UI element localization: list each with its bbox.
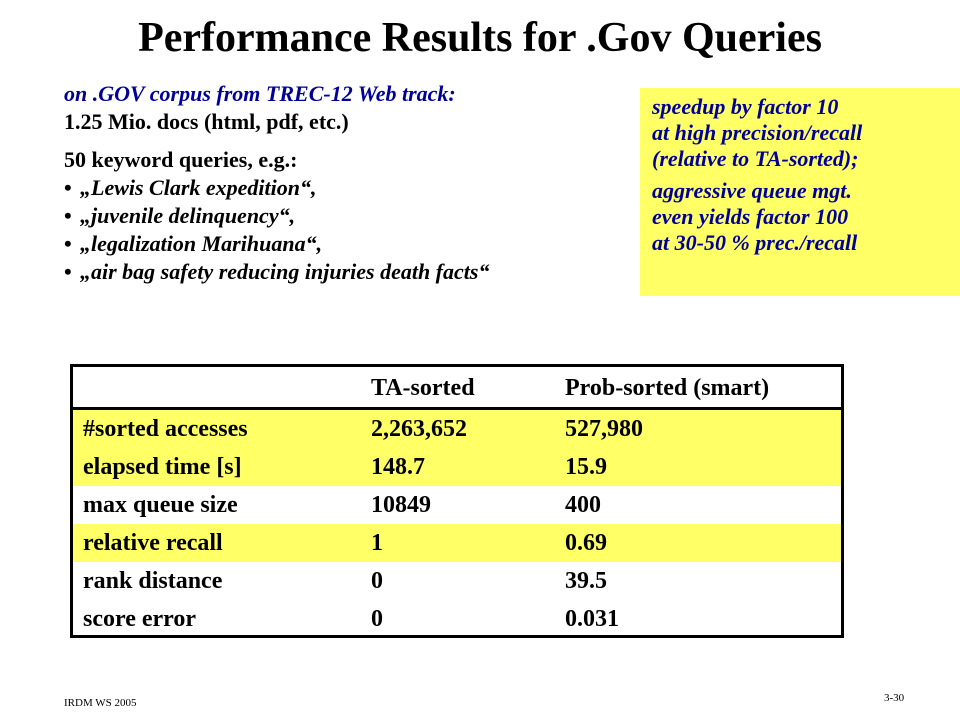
- prob-sorted-value: 0.69: [565, 530, 607, 556]
- example-query-item: [64, 258, 704, 286]
- prob-sorted-value: 527,980: [565, 416, 643, 442]
- table-row: [73, 448, 841, 486]
- ta-sorted-value: 10849: [371, 492, 431, 518]
- prob-sorted-value: 400: [565, 492, 601, 518]
- intro-block: [64, 80, 704, 286]
- table-header-row: [73, 367, 841, 410]
- ta-sorted-value: 0: [371, 606, 383, 632]
- row-label: max queue size: [83, 492, 238, 518]
- column-header-ta-sorted: TA-sorted: [371, 375, 475, 401]
- row-label: rank distance: [83, 568, 223, 594]
- ta-sorted-value: 0: [371, 568, 383, 594]
- example-query-text: „juvenile delinquency“,: [80, 203, 296, 228]
- example-query-item: [64, 202, 704, 230]
- bullet-icon: •: [64, 175, 72, 200]
- results-table: [70, 364, 844, 638]
- bullet-icon: •: [64, 259, 72, 284]
- note-line: speedup by factor 10: [652, 94, 839, 119]
- footer-slide-number: 3-30: [884, 692, 905, 704]
- example-query-text: „air bag safety reducing injuries death facts“: [80, 259, 490, 284]
- example-query-text: „Lewis Clark expedition“,: [80, 175, 317, 200]
- example-query-text: „legalization Marihuana“,: [80, 231, 323, 256]
- corpus-size-line: 1.25 Mio. docs (html, pdf, etc.): [64, 109, 349, 134]
- note-line: even yields factor 100: [652, 204, 849, 229]
- table-row: [73, 600, 841, 638]
- row-label: relative recall: [83, 530, 223, 556]
- prob-sorted-value: 0.031: [565, 606, 619, 632]
- note-line: at high precision/recall: [652, 120, 863, 145]
- example-query-item: [64, 174, 704, 202]
- note-line: at 30-50 % prec./recall: [652, 230, 858, 255]
- bullet-icon: •: [64, 203, 72, 228]
- bullet-icon: •: [64, 231, 72, 256]
- column-header-prob-sorted: Prob-sorted (smart): [565, 375, 770, 401]
- table-row: [73, 524, 841, 562]
- row-label: score error: [83, 606, 197, 632]
- prob-sorted-value: 15.9: [565, 454, 607, 480]
- note-line: (relative to TA-sorted);: [652, 146, 859, 171]
- table-row: [73, 486, 841, 524]
- row-label: elapsed time [s]: [83, 454, 242, 480]
- note-line: aggressive queue mgt.: [652, 178, 852, 203]
- ta-sorted-value: 148.7: [371, 454, 425, 480]
- prob-sorted-value: 39.5: [565, 568, 607, 594]
- table-row: [73, 410, 841, 448]
- ta-sorted-value: 2,263,652: [371, 416, 467, 442]
- queries-line: 50 keyword queries, e.g.:: [64, 147, 298, 172]
- ta-sorted-value: 1: [371, 530, 383, 556]
- speedup-note: [640, 88, 960, 296]
- table-row: [73, 562, 841, 600]
- corpus-subtitle: on .GOV corpus from TREC-12 Web track:: [64, 81, 456, 106]
- example-query-item: [64, 230, 704, 258]
- footer-course: IRDM WS 2005: [64, 697, 137, 709]
- row-label: #sorted accesses: [83, 416, 248, 442]
- slide-title: Performance Results for .Gov Queries: [138, 15, 822, 61]
